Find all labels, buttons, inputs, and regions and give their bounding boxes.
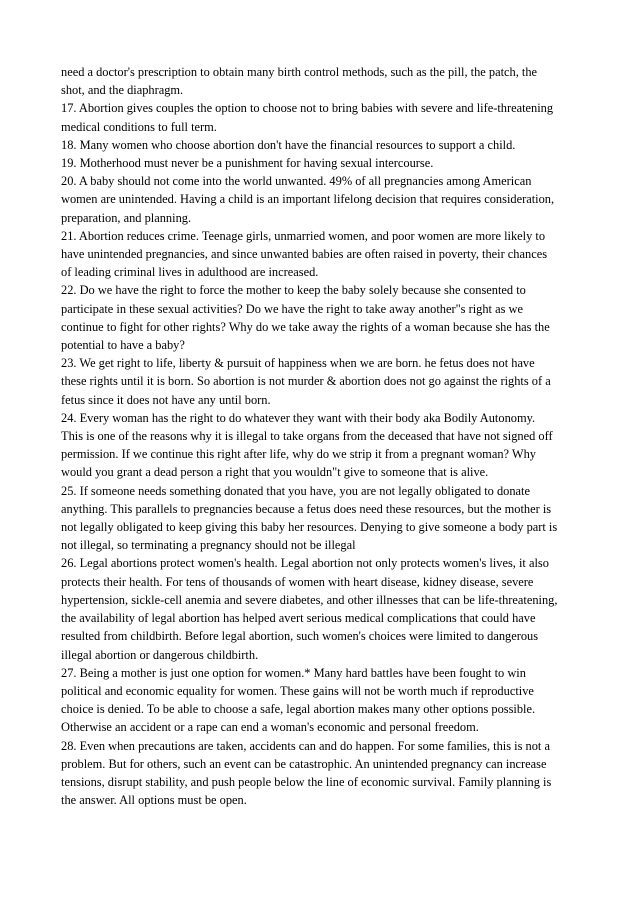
paragraph-26: 26. Legal abortions protect women's health. Legal abortion not only protects women's lives, it also protects their health. For tens of thousands of women with heart disease, kidney disease, severe hypertension, sickle-cell anemia and severe diabetes, and other illnesses that can be life-threatening, the availability of legal abortion has helped avert serious medical complications that could have resulted from childbirth. Before legal abortion, such women's choices were limited to dangerous illegal abortion or dangerous childbirth.	[61, 556, 558, 662]
paragraph-27: 27. Being a mother is just one option for women.* Many hard battles have been fought to win political and economic equality for women. These gains will not be worth much if reproductive choice is denied. To be able to choose a safe, legal abortion makes many other options possible. Otherwise an accident or a rape can end a woman's economic and personal freedom.	[61, 665, 536, 735]
paragraph-22: 22. Do we have the right to force the mother to keep the baby solely because she consented to participate in these sexual activities? Do we have the right to take away another"s right as we continue to fight for other rights? Why do we take away the rights of a woman because she has the potential to have a baby?	[61, 283, 550, 353]
paragraph-20: 20. A baby should not come into the world unwanted. 49% of all pregnancies among American women are unintended. Having a child is an important lifelong decision that requires consideration, preparation, and planning.	[61, 174, 555, 225]
paragraph-25: 25. If someone needs something donated that you have, you are not legally obligated to donate anything. This parallels to pregnancies because a fetus does need these resources, but the mother is not legally obligated to keep giving this baby her resources. Denying to give someone a body part is not illegal, so terminating a pregnancy should not be illegal	[61, 483, 558, 553]
paragraph-18: 18. Many women who choose abortion don't have the financial resources to support a child.	[61, 137, 516, 152]
paragraph-17: 17. Abortion gives couples the option to choose not to bring babies with severe and life-threatening medical conditions to full term.	[61, 101, 554, 134]
paragraph-28: 28. Even when precautions are taken, accidents can and do happen. For some families, this is not a problem. But for others, such an event can be catastrophic. An unintended pregnancy can increase tensions, disrupt stability, and push people below the line of economic survival. Family planning is the answer. All options must be open.	[61, 738, 552, 808]
paragraph-continuation: need a doctor's prescription to obtain many birth control methods, such as the pill, the patch, the shot, and the diaphragm.	[61, 65, 538, 98]
paragraph-19: 19. Motherhood must never be a punishment for having sexual intercourse.	[61, 156, 434, 171]
paragraph-23: 23. We get right to life, liberty & pursuit of happiness when we are born. he fetus does not have these rights until it is born. So abortion is not murder & abortion does not go against the rights of a fetus since it does not have any until born.	[61, 356, 551, 407]
body-text	[61, 63, 581, 809]
paragraph-24: 24. Every woman has the right to do whatever they want with their body aka Bodily Autonomy. This is one of the reasons why it is illegal to take organs from the deceased that have not signed off permission. If we continue this right after life, why do we strip it from a pregnant woman? Why would you grant a dead person a right that you wouldn"t give to someone that is alive.	[61, 410, 553, 480]
paragraph-21: 21. Abortion reduces crime. Teenage girls, unmarried women, and poor women are more likely to have unintended pregnancies, and since unwanted babies are often raised in poverty, their chances of leading criminal lives in adulthood are increased.	[61, 228, 548, 280]
